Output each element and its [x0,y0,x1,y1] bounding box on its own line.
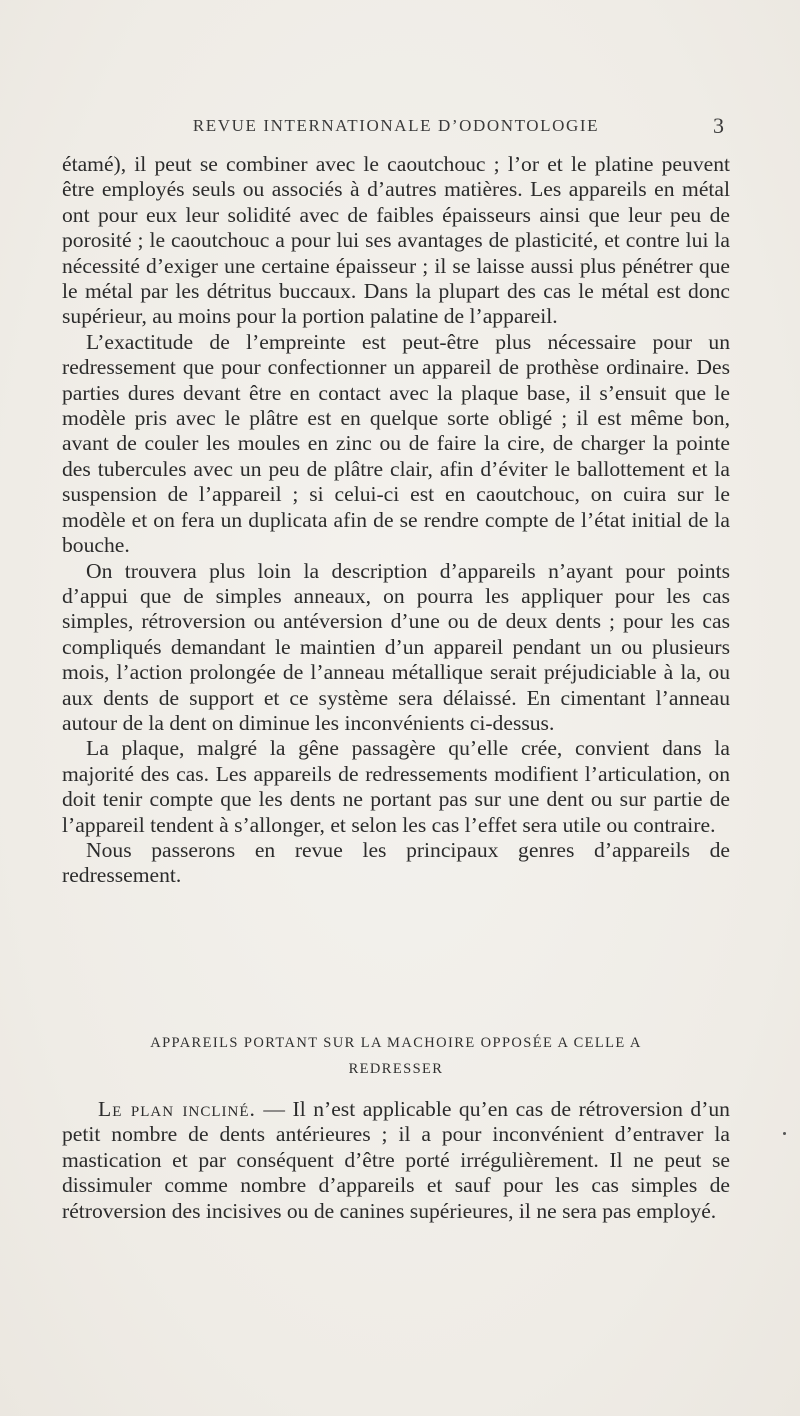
paragraph-anneaux: On trouvera plus loin la description d’appareils n’ayant pour points d’appui que de simples anneaux, on pourra les appliquer pour les cas simples, rétroversion ou antéversion d’une ou de deux dents ; pour les cas compliqués demandant le maintien d’un appareil pendant un ou plusieurs mois, l’action prolongée de l’anneau métallique serait préjudiciable à la, ou aux dents de support et ce système sera délaissé. En cimentant l’anneau autour de la dent on diminue les inconvénients ci-dessus. [62,558,730,735]
section-text [62,1097,730,1224]
running-title: REVUE INTERNATIONALE D’ODONTOLOGIE [192,116,600,135]
body-text [62,152,730,889]
lead-in-title: Le plan incliné. [98,1097,256,1121]
lead-in-body: — Il n’est applicable qu’en cas de rétroversion d’un petit nombre de dents antérieures ; il a pour inconvénient d’entraver la mastication et par conséquent d’être porté irrégulièrement. Il ne peut se dissimuler comme nombre d’appareils et sauf pour les cas simples de rétroversion des incisives ou de canines supérieures, il ne sera pas employé. [62,1097,730,1223]
section-heading-line-1: APPAREILS PORTANT SUR LA MACHOIRE OPPOSÉE A CELLE A [150,1035,642,1051]
paragraph-impression: L’exactitude de l’empreinte est peut-être plus nécessaire pour un redressement que pour confectionner un appareil de prothèse ordinaire. Des parties dures devant être en contact avec la plaque base, il s’ensuit que le modèle pris avec le plâtre est en quelque sorte obligé ; il est même bon, avant de couler les moules en zinc ou de faire la cire, de charger la pointe des tubercules avec un peu de plâtre clair, afin d’éviter le ballottement et la suspension de l’appareil ; si celui-ci est en caoutchouc, on cuira sur le modèle et on fera un duplicata afin de se rendre compte de l’état initial de la bouche. [62,329,730,558]
page-number: 3 [713,113,724,138]
margin-speck [783,1132,786,1135]
page-header [62,113,730,142]
section-heading [62,1030,730,1082]
paragraph-revue: Nous passerons en revue les principaux genres d’appareils de redressement. [62,837,730,888]
section-heading-line-2: REDRESSER [348,1061,444,1077]
paragraph-plan-incline [62,1097,730,1224]
paragraph-plaque: La plaque, malgré la gêne passagère qu’elle crée, convient dans la majorité des cas. Les appareils de redressements modifient l’articulation, on doit tenir compte que les dents ne portant pas sur une dent ou sur partie de l’appareil tendent à s’allonger, et selon les cas l’effet sera utile ou contraire. [62,736,730,837]
paragraph-continuation: étamé), il peut se combiner avec le caoutchouc ; l’or et le platine peuvent être employés seuls ou associés à d’autres matières. Les appareils en métal ont pour eux leur solidité avec de faibles épaisseurs ainsi que leur peu de porosité ; le caoutchouc a pour lui ses avantages de plasticité, et contre lui la nécessité d’exiger une certaine épaisseur ; il se laisse aussi plus pénétrer que le métal par les détritus buccaux. Dans la plupart des cas le métal est donc supérieur, au moins pour la portion palatine de l’appareil. [62,152,730,329]
